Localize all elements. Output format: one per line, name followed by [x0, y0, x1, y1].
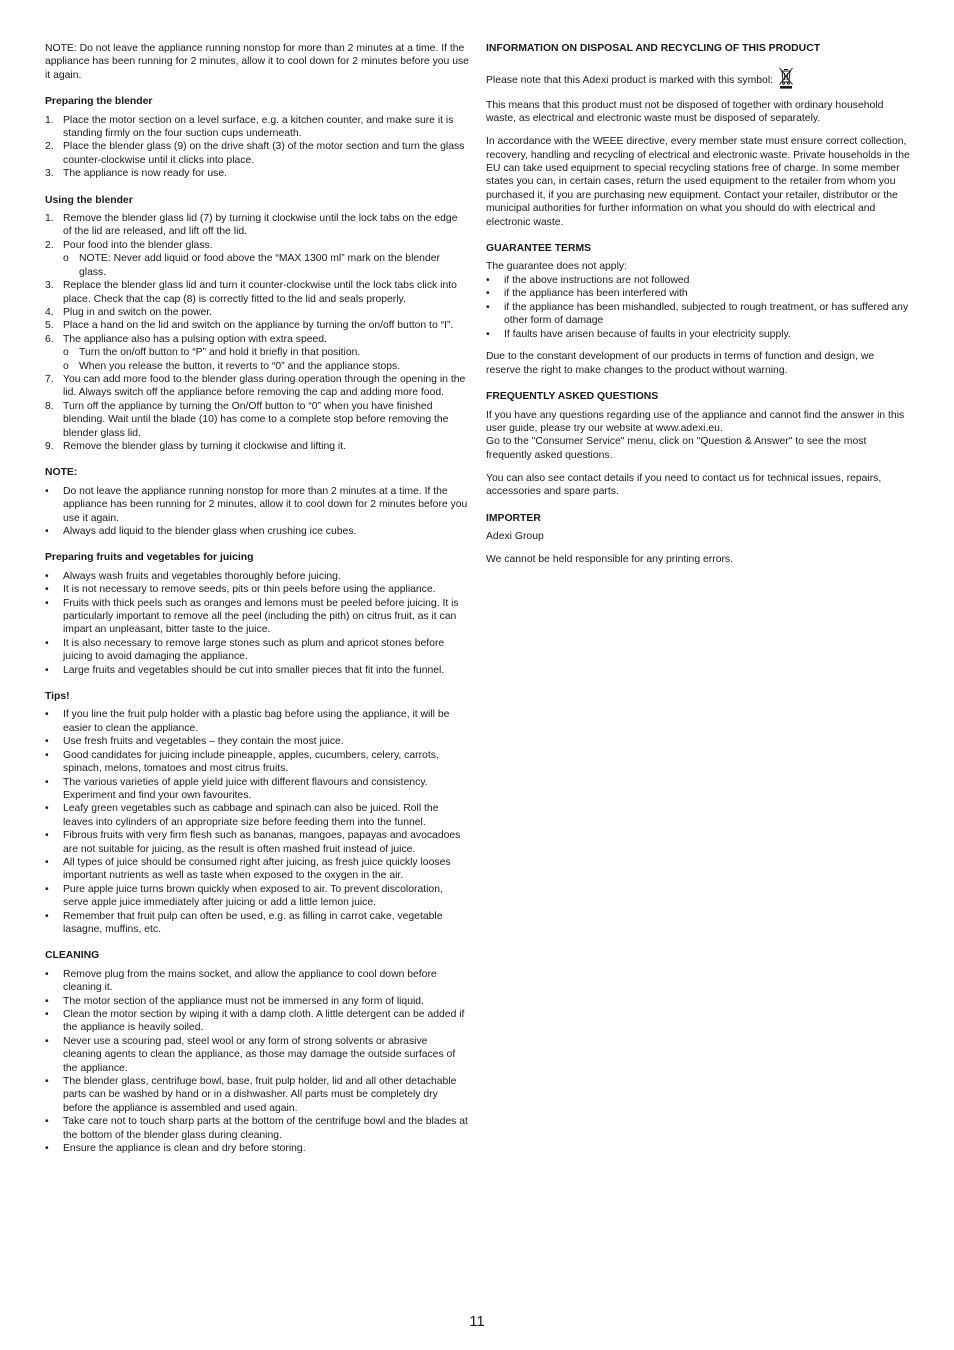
note-heading: NOTE: [45, 467, 78, 479]
page-number: 11 [469, 1313, 485, 1330]
sub-list [63, 346, 469, 373]
preparing-blender-heading: Preparing the blender [45, 96, 153, 108]
list-item: • The motor section of the appliance must not be immersed in any form of liquid. [45, 995, 424, 1007]
list-item: • Remove plug from the mains socket, and allow the appliance to cool down before cleaning it. [45, 968, 437, 994]
list-item: 2. Pour food into the blender glass. o NOTE: Never add liquid or food above the “MAX 1300 ml” mark on the blender glass. [45, 239, 469, 279]
cleaning-list [45, 968, 469, 1156]
list-item: • Pure apple juice turns brown quickly when exposed to air. To prevent discoloration, serve apple juice immediately after juicing or add a little lemon juice. [45, 883, 443, 909]
list-item: • The various varieties of apple yield juice with different flavours and consistency. Experiment and find your own favourites. [45, 776, 428, 801]
list-item: 8. Turn off the appliance by turning the On/Off button to “0” when you have finished blending. Wait until the blade (10) has come to a complete stop before removing the blender glass lid. [45, 400, 449, 439]
disposal-paragraph-2: In accordance with the WEEE directive, every member state must ensure correct collection, recovery, handling and recycling of electrical and electronic waste. Private households in the EU can take used equipment to special recycling stations free of charge. In some member states you can, in certain cases, return the used equipment to the retailer from whom you purchased it, if you are purchasing new equipment. Contact your retailer, distributor or the municipal authorities for further information on what you should do with electrical and electronic waste. [486, 136, 910, 228]
tips-list [45, 708, 469, 936]
preparing-fruits-list [45, 570, 469, 677]
list-item: 9. Remove the blender glass by turning it clockwise and lifting it. [45, 440, 346, 452]
list-item: • It is not necessary to remove seeds, pits or thin peels before using the appliance. [45, 584, 436, 596]
guarantee-intro: The guarantee does not apply: [486, 261, 627, 273]
disposal-paragraph-1: This means that this product must not be disposed of together with ordinary household waste, as electrical and electronic waste must be disposed of separately. [486, 99, 884, 125]
list-item: 4. Plug in and switch on the power. [45, 306, 213, 318]
cleaning-heading: CLEANING [45, 950, 100, 962]
right-column [486, 42, 911, 576]
list-item: • Fibrous fruits with very firm flesh such as bananas, mangoes, papayas and avocadoes are not suitable for juicing, as the result is often mashed fruit instead of juice. [45, 830, 461, 855]
list-item: 2. Place the blender glass (9) on the drive shaft (3) of the motor section and turn the glass counter-clockwise until it clicks into place. [45, 141, 465, 166]
list-item: • Leafy green vegetables such as cabbage and spinach can also be juiced. Roll the leaves into cylinders of an appropriate size before feeding them into the funnel. [45, 803, 439, 828]
list-item: • Large fruits and vegetables should be cut into smaller pieces that fit into the funnel. [45, 664, 445, 676]
list-item: 7. You can add more food to the blender glass during operation through the opening in the lid. Always switch off the appliance before removing the cap and adding more food. [45, 373, 466, 399]
tips-heading: Tips! [45, 691, 70, 703]
list-item: 5. Place a hand on the lid and switch on the appliance by turning the on/off button to “I”. [45, 320, 454, 332]
list-item: • Clean the motor section by wiping it with a damp cloth. A little detergent can be added if the appliance is heavily soiled. [45, 1009, 465, 1034]
importer-heading: IMPORTER [486, 512, 541, 524]
list-item: • Always add liquid to the blender glass when crushing ice cubes. [45, 526, 357, 537]
list-item: • Take care not to touch sharp parts at the bottom of the centrifuge bowl and the blades at the bottom of the blender glass during cleaning. [45, 1116, 468, 1141]
sub-list-item: o NOTE: Never add liquid or food above the “MAX 1300 ml” mark on the blender glass. [63, 253, 440, 278]
list-item: • All types of juice should be consumed right after juicing, as fresh juice quickly looses important nutrients as well as taste when exposed to the oxygen in the air. [45, 856, 451, 882]
list-item: 3. Replace the blender glass lid and turn it counter-clockwise until the lock tabs click into place. Check that the cap (8) is correctly fitted to the lid and seals properly. [45, 280, 457, 305]
list-item: • The blender glass, centrifuge bowl, base, fruit pulp holder, lid and all other detachable parts can be washed by hand or in a dishwasher. All parts must be completely dry before the appliance is assembled and used again. [45, 1076, 457, 1114]
sub-list-item: o When you release the button, it reverts to “0” and the appliance stops. [63, 360, 401, 372]
list-item: • Good candidates for juicing include pineapple, apples, cucumbers, celery, carrots, spinach, melons, tomatoes and most citrus fruits. [45, 749, 439, 775]
list-item: • Never use a scouring pad, steel wool or any form of strong solvents or abrasive cleaning agents to clean the appliance, as those may damage the outside surfaces of the appliance. [45, 1035, 456, 1074]
disposal-symbol-line: Please note that this Adexi product is marked with this symbol: [486, 67, 911, 89]
list-item: • If you line the fruit pulp holder with a plastic bag before using the appliance, it will be easier to clean the appliance. [45, 709, 450, 734]
disposal-heading: INFORMATION ON DISPOSAL AND RECYCLING OF THIS PRODUCT [486, 43, 821, 54]
using-blender-heading: Using the blender [45, 194, 133, 206]
importer-name: Adexi Group [486, 530, 544, 542]
list-item: • if the appliance has been interfered with [486, 288, 688, 300]
list-item: • If faults have arisen because of faults in your electricity supply. [486, 328, 791, 340]
list-item: • Use fresh fruits and vegetables – they contain the most juice. [45, 736, 344, 748]
note-list [45, 485, 469, 539]
list-item: • Ensure the appliance is clean and dry before storing. [45, 1143, 306, 1155]
preparing-blender-steps [45, 114, 469, 181]
sub-list [63, 252, 469, 279]
list-item: 6. The appliance also has a pulsing option with extra speed. o Turn the on/off button to “P” and hold it briefly in that position. o When you release the button, it reverts to “0” and the appliance stops. [45, 333, 469, 373]
printing-errors-disclaimer: We cannot be held responsible for any printing errors. [486, 553, 734, 565]
list-item: 3. The appliance is now ready for use. [45, 168, 228, 180]
faq-paragraph-1: If you have any questions regarding use of the appliance and cannot find the answer in this user guide, please try our website at www.adexi.eu. Go to the "Consumer Service" menu, click on "Question & Answer" to see the most frequently asked questions. [486, 409, 905, 461]
list-item: • Remember that fruit pulp can often be used, e.g. as filling in carrot cake, vegetable lasagne, muffins, etc. [45, 910, 443, 935]
list-item: • Fruits with thick peels such as oranges and lemons must be peeled before juicing. It is particularly important to remove all the peel (including the pith) on citrus fruit, as it can impart an unpleasant, bitter taste to the juice. [45, 597, 459, 636]
list-item: 1. Place the motor section on a level surface, e.g. a kitchen counter, and make sure it is standing firmly on the four suction cups underneath. [45, 114, 454, 140]
faq-paragraph-2: You can also see contact details if you need to contact us for technical issues, repairs, accessories and spare parts. [486, 472, 882, 498]
list-item: 1. Remove the blender glass lid (7) by turning it clockwise until the lock tabs on the edge of the lid are released, and lift off the lid. [45, 213, 458, 238]
list-item: • if the appliance has been mishandled, subjected to rough treatment, or has suffered any other form of damage [486, 301, 909, 327]
list-item: • It is also necessary to remove large stones such as plum and apricot stones before juicing to avoid damaging the appliance. [45, 637, 445, 663]
using-blender-steps [45, 212, 469, 453]
list-item: • Do not leave the appliance running nonstop for more than 2 minutes at a time. If the appliance has been running for 2 minutes, allow it to cool down for 2 minutes before you use it again. [45, 485, 468, 524]
crossed-out-wheelie-bin-icon [778, 67, 794, 89]
intro-note: NOTE: Do not leave the appliance running nonstop for more than 2 minutes at a time. If the appliance has been running for 2 minutes, allow it to cool down for 2 minutes before you use it again. [45, 43, 469, 81]
guarantee-list [486, 274, 911, 341]
sub-list-item: o Turn the on/off button to “P” and hold it briefly in that position. [63, 347, 361, 359]
list-item: • Always wash fruits and vegetables thoroughly before juicing. [45, 570, 341, 582]
faq-heading: FREQUENTLY ASKED QUESTIONS [486, 391, 659, 403]
preparing-fruits-heading: Preparing fruits and vegetables for juicing [45, 552, 254, 564]
list-item: • if the above instructions are not followed [486, 274, 690, 286]
left-column [45, 42, 469, 1165]
guarantee-outro: Due to the constant development of our products in terms of function and design, we reserve the right to make changes to the product without warning. [486, 351, 875, 376]
guarantee-heading: GUARANTEE TERMS [486, 243, 592, 255]
